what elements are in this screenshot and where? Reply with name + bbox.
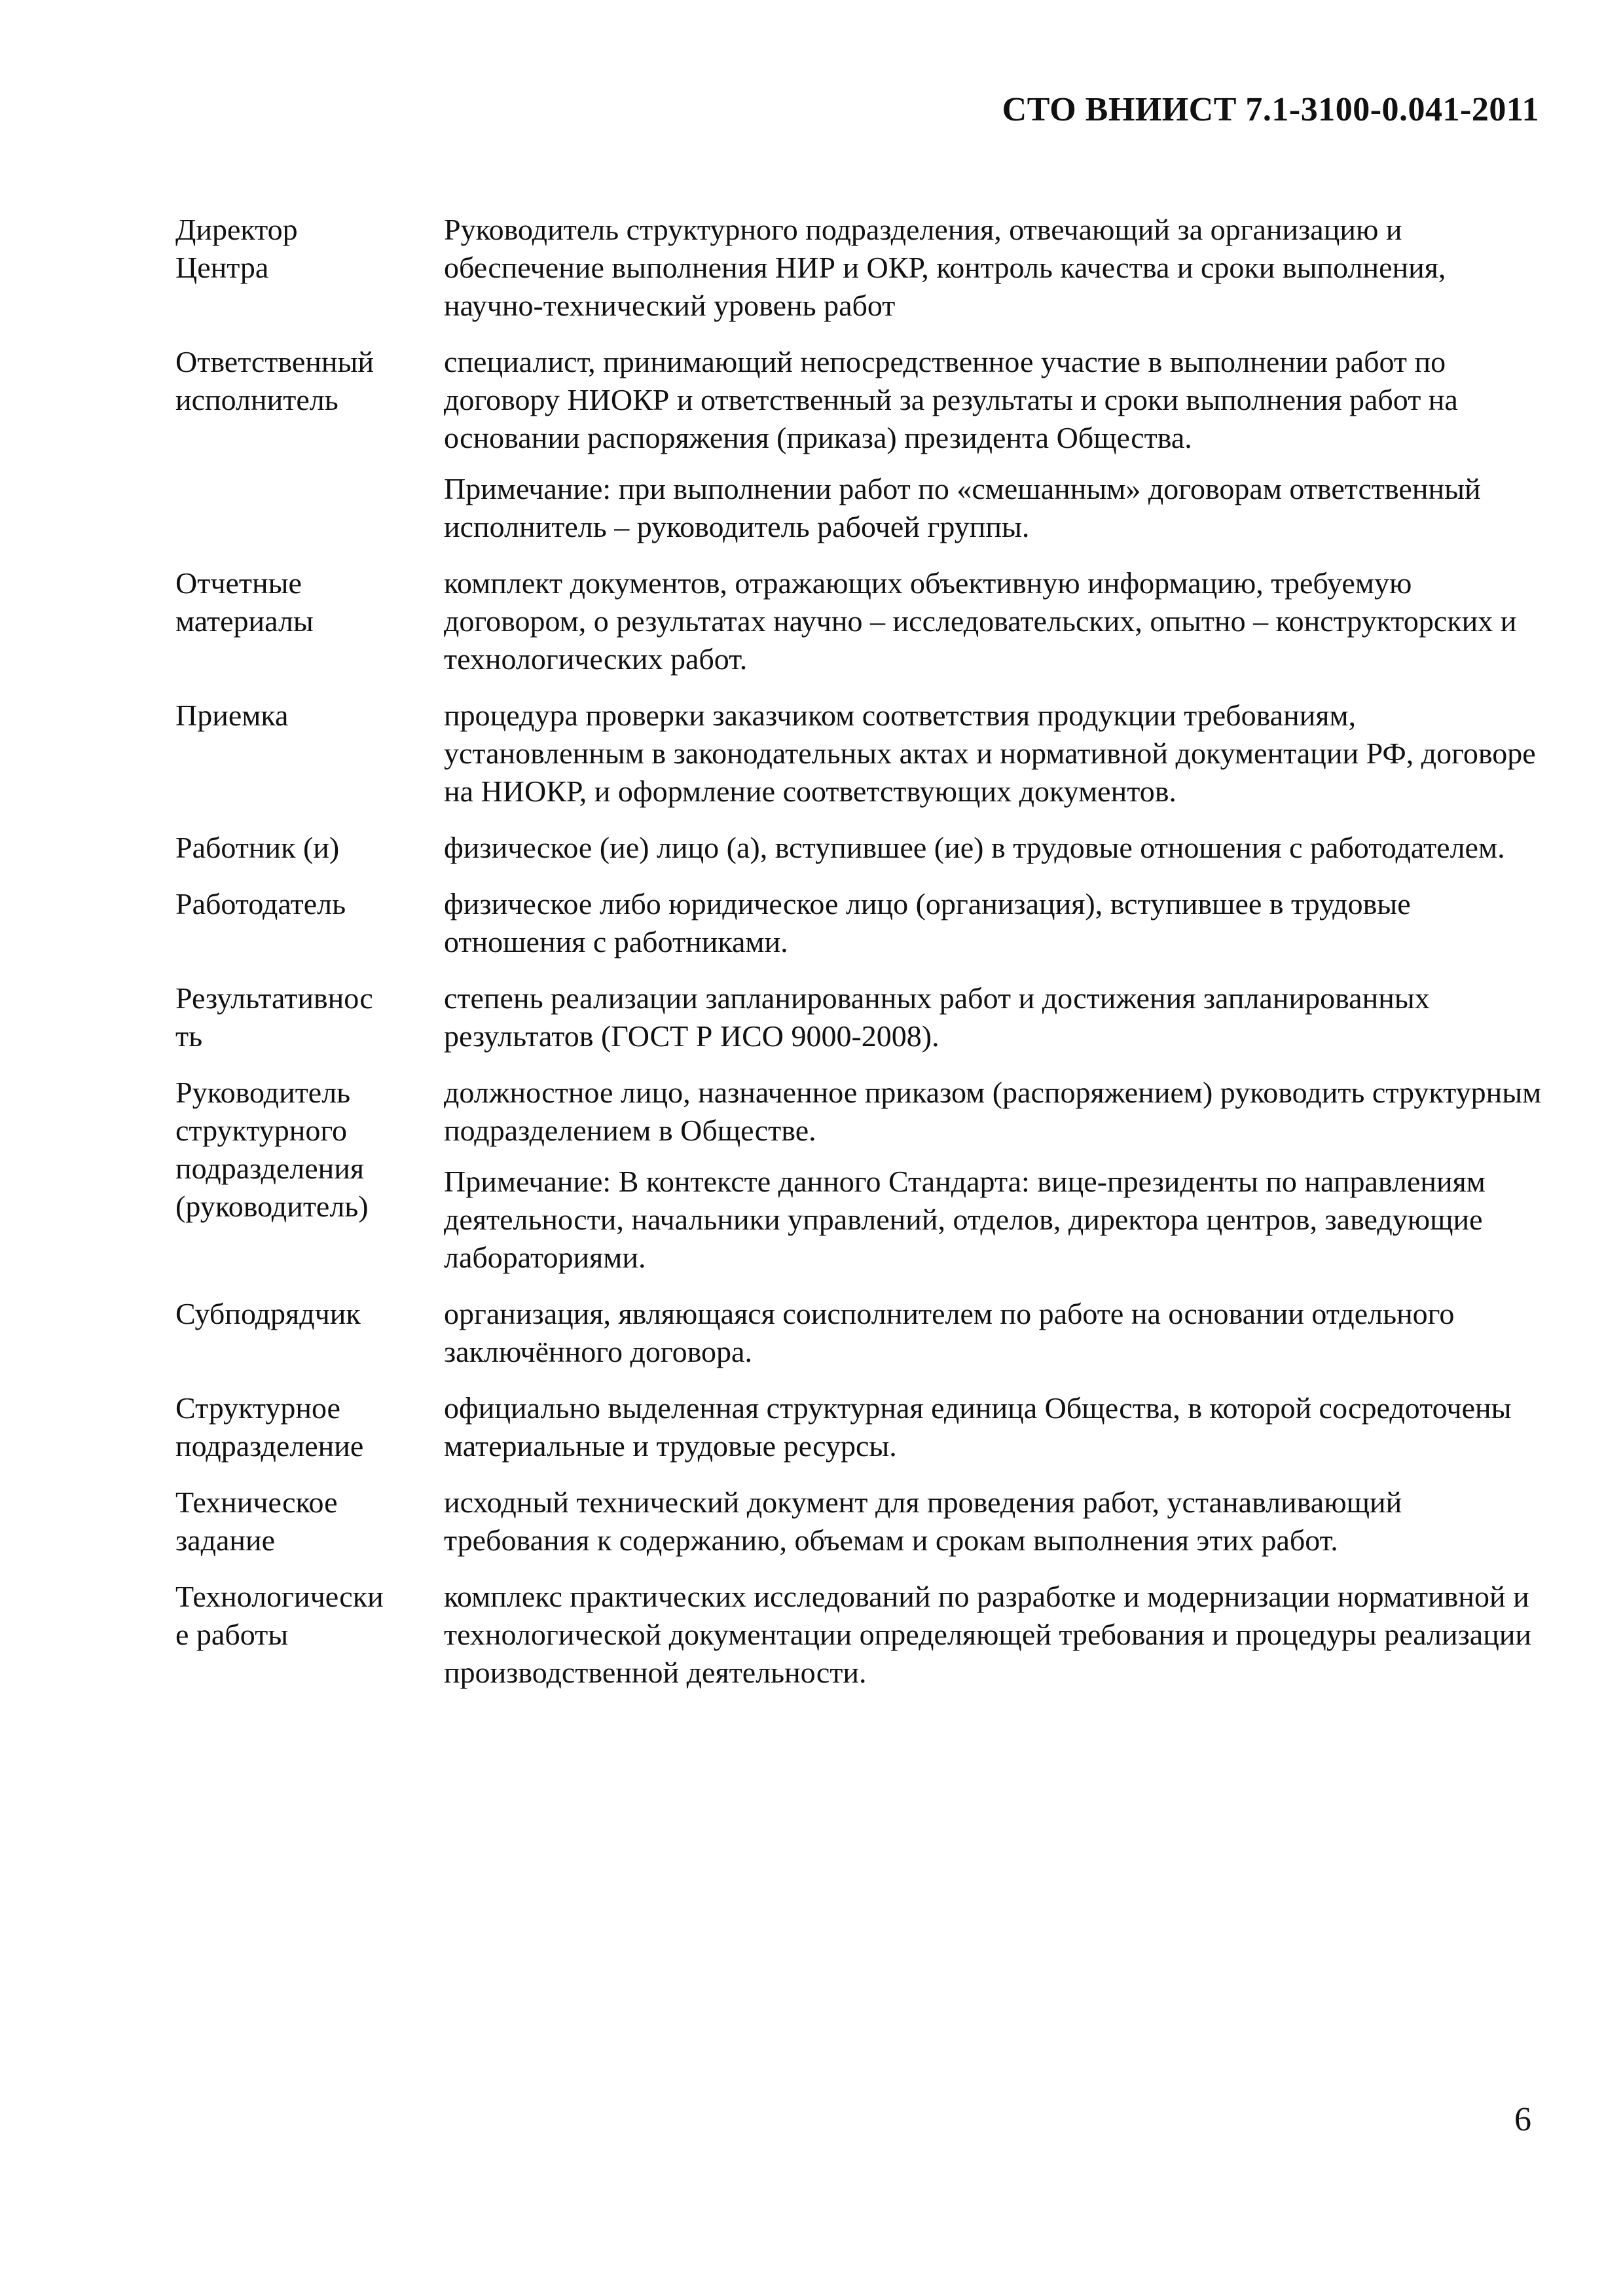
document-code-header: СТО ВНИИСТ 7.1-3100-0.041-2011 — [1002, 91, 1539, 128]
term-entry — [175, 1295, 1544, 1371]
term-definition — [444, 1074, 1544, 1277]
term-entry — [175, 211, 1544, 325]
term-entry — [175, 979, 1544, 1055]
definition-text: процедура проверки заказчиком соответствия продукции требованиям, установленным в законодательных актах и нормативной документации РФ, договоре на НИОКР, и оформление соответствующих документов. — [444, 699, 1536, 808]
term-entry — [175, 1074, 1544, 1277]
definition-text: официально выделенная структурная единица Общества, в которой сосредоточены материальные и трудовые ресурсы. — [444, 1391, 1512, 1463]
term-label: Субподрядчик — [175, 1297, 361, 1330]
term-label: Ответственный исполнитель — [175, 345, 374, 416]
definition-text: физическое (ие) лицо (а), вступившее (ие) в трудовые отношения с работодателем. — [444, 831, 1505, 864]
term-label: Техническое задание — [175, 1485, 338, 1557]
definition-note: Примечание: В контексте данного Стандарта: вице-президенты по направлениям деятельности, начальники управлений, отделов, директора центров, заведующие лабораториями. — [444, 1165, 1486, 1274]
term-definition — [444, 343, 1544, 546]
term-entry — [175, 697, 1544, 811]
term-entry — [175, 829, 1544, 867]
term-entry — [175, 343, 1544, 546]
term-definition — [444, 1295, 1544, 1371]
term-label: Приемка — [175, 699, 289, 732]
term-entry — [175, 1484, 1544, 1559]
terms-list — [175, 211, 1544, 1710]
term-entry — [175, 1578, 1544, 1692]
term-definition — [444, 211, 1544, 325]
term-definition — [444, 1389, 1544, 1465]
definition-note: Примечание: при выполнении работ по «смешанным» договорам ответственный исполнитель – руководитель рабочей группы. — [444, 472, 1481, 543]
definition-text: исходный технический документ для проведения работ, устанавливающий требования к содержанию, объемам и срокам выполнения этих работ. — [444, 1485, 1402, 1557]
term-label: Руководитель структурного подразделения (руководитель) — [175, 1076, 369, 1223]
term-label: Отчетные материалы — [175, 566, 314, 638]
term-label: Структурное подразделение — [175, 1391, 364, 1463]
definition-text: комплекс практических исследований по разработке и модернизации нормативной и технологической документации определяющей требования и процедуры реализации производственной деятельности. — [444, 1580, 1532, 1689]
term-definition — [444, 979, 1544, 1055]
term-definition — [444, 697, 1544, 811]
term-entry — [175, 885, 1544, 961]
term-definition — [444, 1484, 1544, 1559]
definition-text: степень реализации запланированных работ и достижения запланированных результатов (ГОСТ Р ИСО 9000-2008). — [444, 981, 1430, 1053]
definition-text: специалист, принимающий непосредственное участие в выполнении работ по договору НИОКР и ответственный за результаты и сроки выполнения работ на основании распоряжения (приказа) президента Общества. — [444, 345, 1458, 454]
page-number: 6 — [1514, 2101, 1531, 2138]
definition-text: комплект документов, отражающих объективную информацию, требуемую договором, о результатах научно – исследовательских, опытно – конструкторских и технологических работ. — [444, 566, 1517, 676]
definition-text: Руководитель структурного подразделения, отвечающий за организацию и обеспечение выполнения НИР и ОКР, контроль качества и сроки выполнения, научно-технический уровень работ — [444, 213, 1446, 322]
definition-text: должностное лицо, назначенное приказом (распоряжением) руководить структурным подразделением в Обществе. — [444, 1076, 1542, 1147]
term-label: Директор Центра — [175, 213, 298, 284]
term-definition — [444, 885, 1544, 961]
term-entry — [175, 564, 1544, 678]
definition-text: организация, являющаяся соисполнителем по работе на основании отдельного заключённого договора. — [444, 1297, 1455, 1368]
term-label: Технологически е работы — [175, 1580, 384, 1651]
term-entry — [175, 1389, 1544, 1465]
term-definition — [444, 1578, 1544, 1692]
term-definition — [444, 829, 1544, 867]
term-definition — [444, 564, 1544, 678]
definition-text: физическое либо юридическое лицо (организация), вступившее в трудовые отношения с работниками. — [444, 887, 1411, 958]
term-label: Работодатель — [175, 887, 346, 920]
term-label: Работник (и) — [175, 831, 340, 864]
term-label: Результативнос ть — [175, 981, 373, 1053]
